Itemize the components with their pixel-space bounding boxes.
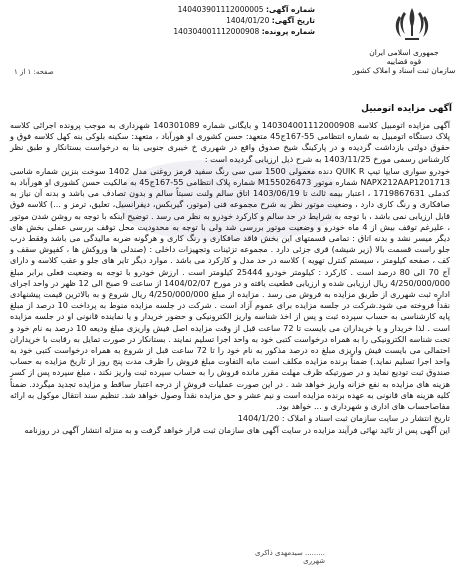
body-paragraph-intro: آگهی مزایده اتومبیل کلاسه 140304001112000908 و بایگانی شماره 140301089 شهرداری به موجب پرونده اجرائی کلاسه پلاک دستگاه اتومبیل به شماره انتظامی 55-167ج45 متعهد: حسن کشوری او هورآباد ، متعهد: سکینه بلوکی بنه کهل کلاسه فوق و حقوق دولتی بازداشت گردیده و در پارکینگ شیخ صدوق واقع در شهرری خ خیبری جنوبی بنا به درخواست بستانکار و طبق نظر کارشناس رسمی مورخ 1403/11/25 به شرح ذیل ارزیابی گردیده است : [10,120,451,164]
notice-number: 140403901112000005 [177,5,264,14]
notice-number-row [150,4,315,15]
notice-number-label: شماره آگهی: [265,5,315,14]
signature-office: شهرری [303,557,325,565]
org-line-2: قوه قضاییه [386,57,422,66]
notice-date-label: تاریخ آگهی: [271,16,315,25]
body-paragraph-details: خودرو سواری سایپا تیپ QUIK R دنده معمولی 1500 سی سی رنگ سفید قرمز روغنی مدل 1402 سوخت بنزین شماره شاسی NAPX212AAP1201713 شماره موتور M155026473 شماره پلاک انتظامی 55-167ج45 به مالکیت حسن کشوری او هورآباد به کدملی 1719867631 ، اعتبار بیمه ثالث تا 1403/06/19 اتاق سالم ولنت نسبتاً سالم و بدون تصادف می باشد و بدنه آن نیاز به صافکاری و رنگ کاری دارد ، وضعیت موتور نظر به شرح مجموعه فنی (موتور، گیربکس، دیفرانسیل، تعلیق، ترمز و ...) کلاسه فوق قابل ارزیابی نمی باشد ، با توجه به شرایط در حد سالم و کارکرد خودرو به نظر می رسد . توضیح اینکه با توجه به روشن شدن موتور ، علیرغم توقف بیش از 4 ماه خودرو و وضعیت موتور بررسی شد ولی با توجه به محدودیت محل توقف بررسی عملی بخش های دیگر میسر نشد و بدنه اتاق : تمامی قسمتهای این بخش فاقد صافکاری و رنگ کاری و هرگونه ضربه مالیدگی می باشد وفقط درب جلو راست قسمت بالا (زیر شیشه) قری جزئی دارد . مجموعه تزئینات وتجهیزات داخلی : (صندلی ها وروکش ها ، کفپوش سقف و کف ، صفحه کیلومتر ، سیستم کنترل تهویه ) کلاسه در حد مدل و کارکرد می باشد . موارد دیگر تایر های جلو و عقب کلاسه و دارای آج 70 الی 80 درصد است . کارکرد : کیلومتر خودرو 25444 کیلومتر است . ارزش خودرو با توجه به وضعیت فعلی برابر مبلغ 4/250/000/000 ریال ارزیابی شده و ارزیابی قطعیت یافته و در مورخ 1404/02/07 از ساعت 9 صبح الی 12 ظهر در واحد اجرای اداره ثبت شهرری از طریق مزایده به فروش می رسد . مزایده از مبلغ 4/250/000/000 ریال شروع و به بالاترین قیمت پیشنهادی نقداً فروخته می شود.شرکت در جلسه مزایده برای عموم آزاد است . شرکت در جلسه مزایده منوط به پرداخت 10 درصد از مبلغ پایه کارشناسی به حساب سپرده ثبت و پس از اخذ شناسه واریز الکترونیکی و حضور خریدار و یا نماینده قانونی او در جلسه مزایده است . لذا خریدار و یا خریداران می بایست تا 72 ساعت قبل از وقت مزایده اصل فیش واریزی مبلغ ودیعه 10 درصد به نام خود و تحت شناسه الکترونیکی را به همراه درخواست کتبی خود به واحد اجرا تسلیم نمایند . بستانکار در صورت تمایل به رقابت با خریداران احتمالی می بایست فیش واریزی مبلغ ده درصد مذکور به نام خود را تا 72 ساعت قبل از شروع به همراه درخواست کتبی خود به واحد اجرا تسلیم نماید.) ضمناً برنده مزایده مکلف است مابه التفاوت مبلغ فروش را ظرف مدت پنج روز از تاریخ مزایده به حساب صندوق ثبت تودیع نماید و در صورتیکه ظرف مهلت مقرر مانده فروش را به حساب سپرده ثبت واریز نکند ، مبلغ سپرده پس از کسر هزینه های مزایده به نفع خزانه واریز خواهد شد . در این صورت عملیات فروش از درجه اعتبار ساقط و مزایده تجدید میگردد. ضمناً کلیه هزینه های قانونی به عهده برنده مزایده است و نیم عشر و حق مزایده نقداً وصول خواهد شد. تنظیم سند انتقال موکول به ارائه مفاصاحساب های اداری و شهرداری و ... خواهد بود. [9,165,451,412]
org-line-1: جمهوری اسلامی ایران [369,48,439,57]
page-number: صفحه: ۱ از ۱ [14,68,54,76]
signature-block [150,549,325,571]
signature-name: ......... سیدمهدی ذاکری [255,549,325,557]
file-number-row [150,26,315,37]
page-title: آگهی مزایده اتومبیل [361,104,452,114]
iran-emblem-icon [392,6,432,44]
body-paragraph-footnote: این آگهی پس از تائید نهائی فرآیند مزایده در سایت آگهی های سازمان ثبت قرار خواهد گرفت و به منزله انتشار آگهی در روزنامه [24,425,450,436]
notice-meta [150,4,315,37]
organization-header [352,48,456,75]
org-line-3: سازمان ثبت اسناد و املاک کشور [352,66,456,75]
notice-body [10,120,450,438]
notice-date: 1404/01/20 [226,16,270,25]
file-number: 140304001112000908 [173,27,260,36]
file-number-label: شماره پرونده: [261,27,315,36]
notice-date-row [150,15,315,26]
body-paragraph-publish-date: تاریخ انتشار در سایت سازمان ثبت اسناد و املاک : 1404/1/20 [237,413,450,424]
